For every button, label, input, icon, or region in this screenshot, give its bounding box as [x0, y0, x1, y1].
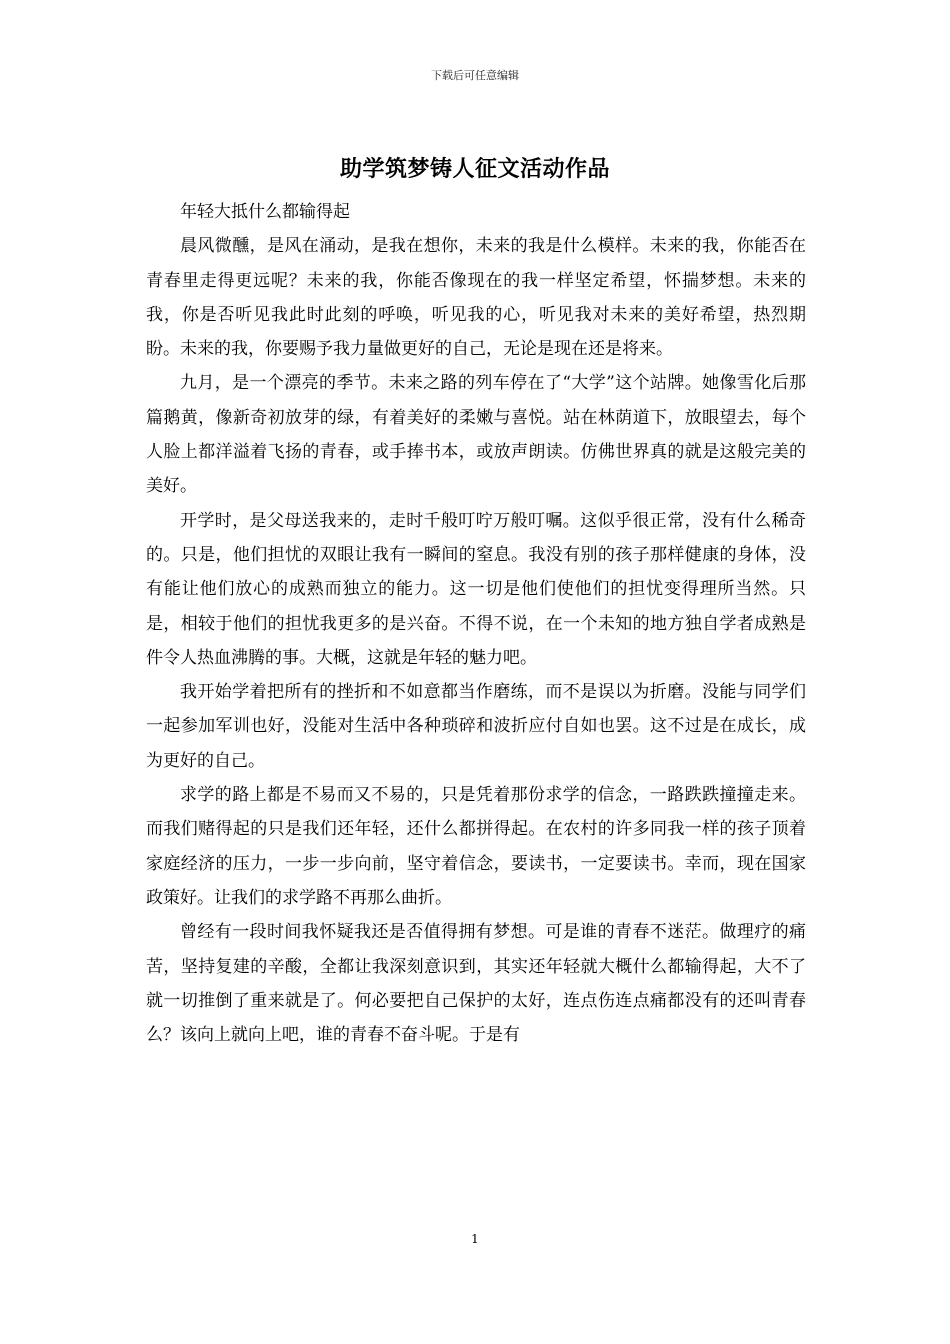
- paragraph-subtitle: 年轻大抵什么都输得起: [180, 202, 350, 222]
- page-header: 下载后可任意编辑: [431, 69, 519, 82]
- paragraph: 求学的路上都是不易而又不易的，只是凭着那份求学的信念，一路跌跌撞撞走来。而我们赌得起的只是我们还年轻，还什么都拼得起。在农村的许多同我一样的孩子顶着家庭经济的压力，一步一步向前，坚守着信念，要读书，一定要读书。幸而，现在国家政策好。让我们的求学路不再那么曲折。: [146, 785, 806, 908]
- paragraph: 晨风微醺，是风在涌动，是我在想你，未来的我是什么模样。未来的我，你能否在青春里走得更远呢？未来的我，你能否像现在的我一样坚定希望，怀揣梦想。未来的我，你是否听见我此时此刻的呼唤，听见我的心，听见我对未来的美好希望，热烈期盼。未来的我，你要赐予我力量做更好的自己，无论是现在还是将来。: [146, 236, 806, 360]
- paragraph: 曾经有一段时间我怀疑我还是否值得拥有梦想。可是谁的青春不迷茫。做理疗的痛苦，坚持复建的辛酸，全都让我深刻意识到，其实还年轻就大概什么都输得起，大不了就一切推倒了重来就是了。何必要把自己保护的太好，连点伤连点痛都没有的还叫青春么？该向上就向上吧，谁的青春不奋斗呢。于是有: [146, 922, 806, 1046]
- document-body: [146, 195, 806, 1052]
- paragraph: 我开始学着把所有的挫折和不如意都当作磨练，而不是误以为折磨。没能与同学们一起参加军训也好，没能对生活中各种琐碎和波折应付自如也罢。这不过是在成长，成为更好的自己。: [146, 682, 806, 771]
- paragraph: 九月，是一个漂亮的季节。未来之路的列车停在了“大学”这个站牌。她像雪化后那篇鹅黄，像新奇初放芽的绿，有着美好的柔嫩与喜悦。站在林荫道下，放眼望去，每个人脸上都洋溢着飞扬的青春，或手捧书本，或放声朗读。仿佛世界真的就是这般完美的美好。: [146, 373, 806, 497]
- page-number: 1: [471, 1232, 479, 1246]
- document-title: 助学筑梦铸人征文活动作品: [339, 156, 610, 182]
- paragraph: 开学时，是父母送我来的，走时千般叮咛万般叮嘱。这似乎很正常，没有什么稀奇的。只是，他们担忧的双眼让我有一瞬间的窒息。我没有别的孩子那样健康的身体，没有能让他们放心的成熟而独立的能力。这一切是他们使他们的担忧变得理所当然。只是，相较于他们的担忧我更多的是兴奋。不得不说，在一个未知的地方独自学者成熟是件令人热血沸腾的事。大概，这就是年轻的魅力吧。: [146, 510, 806, 668]
